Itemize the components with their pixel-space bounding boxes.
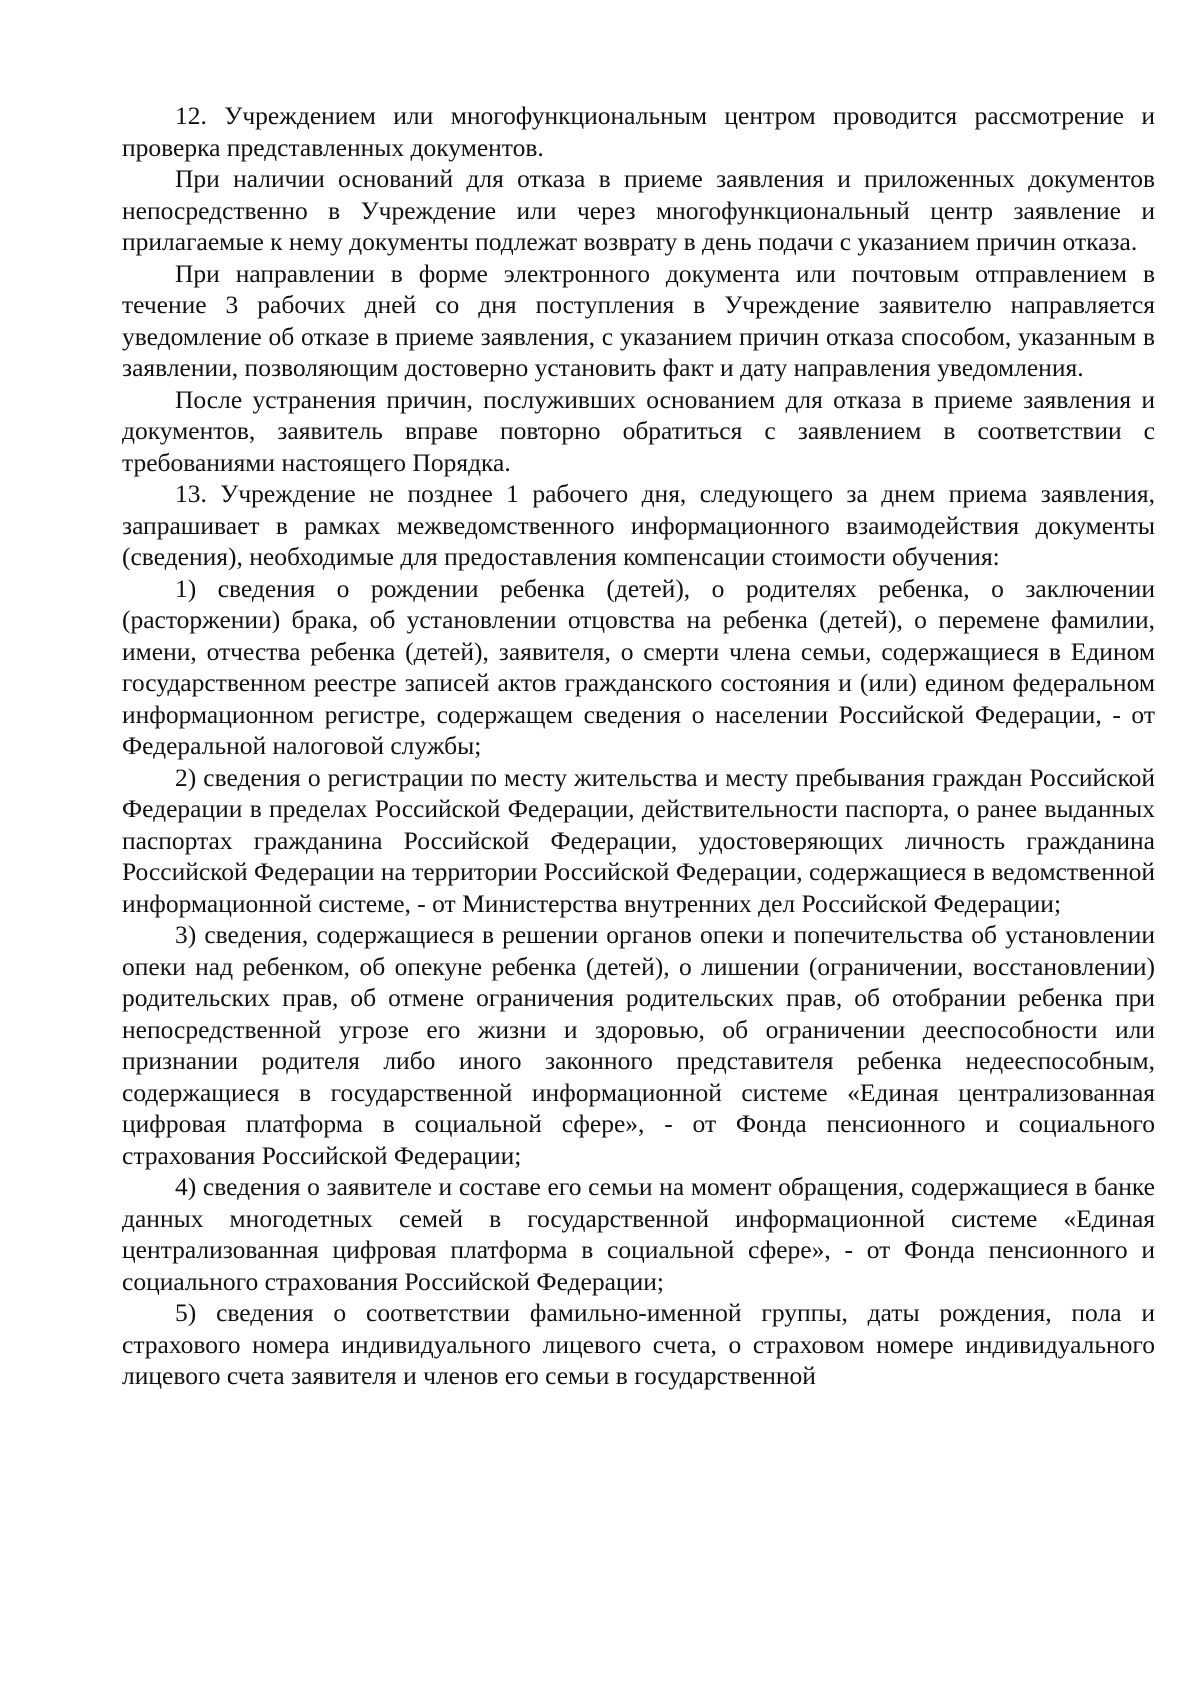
list-item-3: 3) сведения, содержащиеся в решении органов опеки и попечительства об установлении опеки над ребенком, об опекуне ребенка (детей), о лишении (ограничении, восстановлении) родительских прав, об отмене ограничения родительских прав, об отобрании ребенка при непосредственной угрозе его жизни и здоровью, об ограничении дееспособности или признании родителя либо иного законного представителя ребенка недееспособным, содержащиеся в государственной информационной системе «Единая централизованная цифровая платформа в социальной сфере», - от Фонда пенсионного и социального страхования Российской Федерации; [122,920,1155,1170]
document-page [122,100,1155,1392]
paragraph-13: 13. Учреждение не позднее 1 рабочего дня, следующего за днем приема заявления, запрашивает в рамках межведомственного информационного взаимодействия документы (сведения), необходимые для предоставления компенсации стоимости обучения: [122,479,1155,571]
list-item-1: 1) сведения о рождении ребенка (детей), о родителях ребенка, о заключении (расторжении) брака, об установлении отцовства на ребенка (детей), о перемене фамилии, имени, отчества ребенка (детей), заявителя, о смерти члена семьи, содержащиеся в Едином государственном реестре записей актов гражданского состояния и (или) едином федеральном информационном регистре, содержащем сведения о населении Российской Федерации, - от Федеральной налоговой службы; [122,573,1155,760]
paragraph-refusal-grounds: При наличии оснований для отказа в приеме заявления и приложенных документов непосредственно в Учреждение или через многофункциональный центр заявление и прилагаемые к нему документы подлежат возврату в день подачи с указанием причин отказа. [122,164,1155,256]
list-item-2: 2) сведения о регистрации по месту жительства и месту пребывания граждан Российской Федерации в пределах Российской Федерации, действительности паспорта, о ранее выданных паспортах гражданина Российской Федерации, удостоверяющих личность гражданина Российской Федерации на территории Российской Федерации, содержащиеся в ведомственной информационной системе, - от Министерства внутренних дел Российской Федерации; [122,762,1155,918]
list-item-4: 4) сведения о заявителе и составе его семьи на момент обращения, содержащиеся в банке данных многодетных семей в государственной информационной системе «Единая централизованная цифровая платформа в социальной сфере», - от Фонда пенсионного и социального страхования Российской Федерации; [122,1172,1155,1296]
paragraph-electronic-refusal: При направлении в форме электронного документа или почтовым отправлением в течение 3 рабочих дней со дня поступления в Учреждение заявителю направляется уведомление об отказе в приеме заявления, с указанием причин отказа способом, указанным в заявлении, позволяющим достоверно установить факт и дату направления уведомления. [122,258,1155,382]
list-item-5: 5) сведения о соответствии фамильно-именной группы, даты рождения, пола и страхового номера индивидуального лицевого счета, о страховом номере индивидуального лицевого счета заявителя и членов его семьи в государственной [122,1298,1155,1390]
paragraph-12: 12. Учреждением или многофункциональным центром проводится рассмотрение и проверка представленных документов. [122,101,1155,162]
paragraph-resubmission: После устранения причин, послуживших основанием для отказа в приеме заявления и документов, заявитель вправе повторно обратиться с заявлением в соответствии с требованиями настоящего Порядка. [122,384,1155,477]
